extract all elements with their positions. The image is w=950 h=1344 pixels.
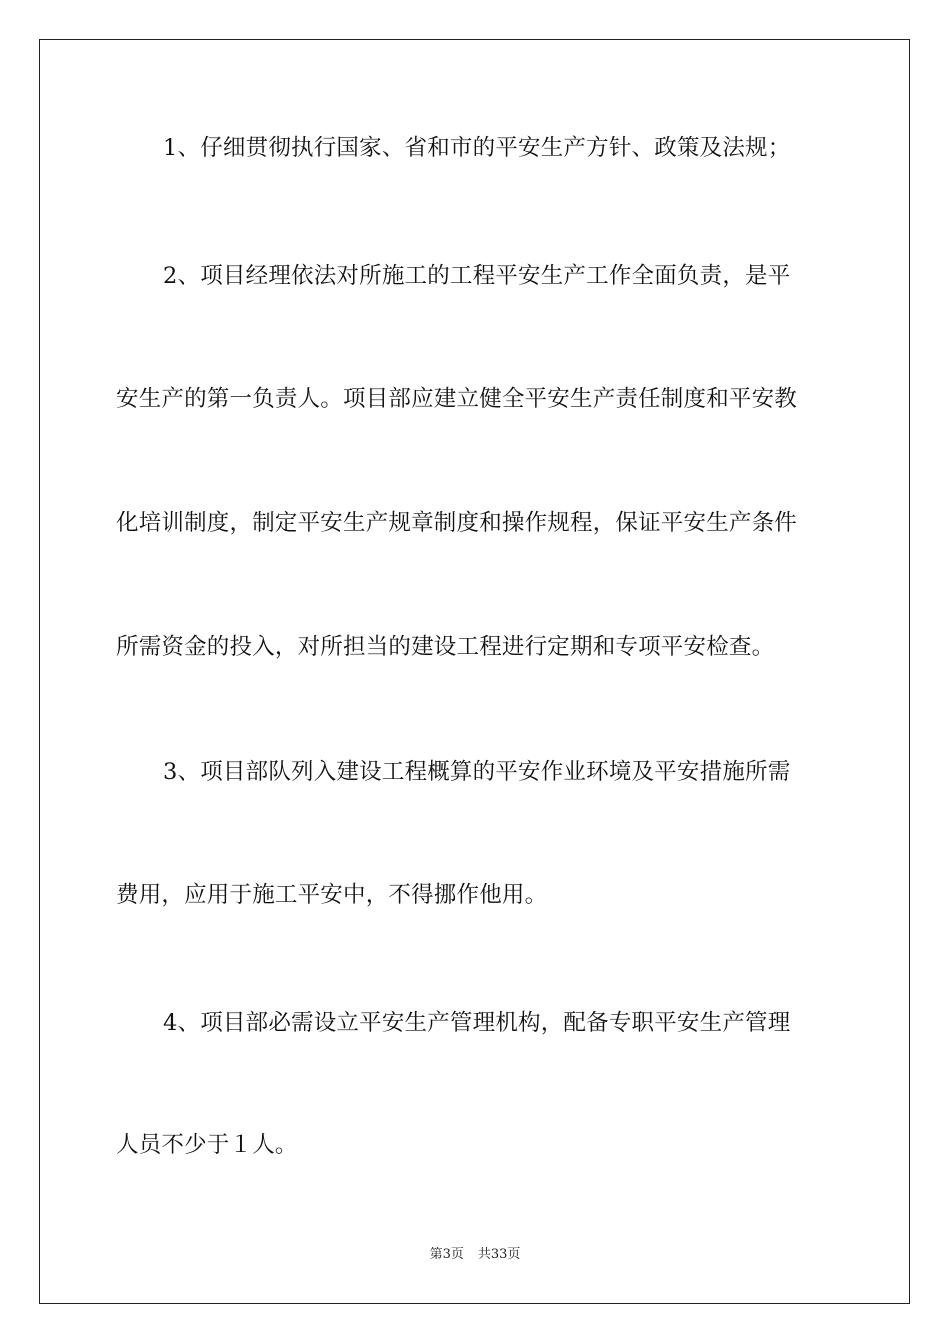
paragraph-2-line-3: 化培训制度，制定平安生产规章制度和操作规程，保证平安生产条件	[116, 510, 798, 536]
paragraph-4-line-1: 4、项目部必需设立平安生产管理机构，配备专职平安生产管理	[163, 1010, 791, 1036]
paragraph-2-line-2: 安生产的第一负责人。项目部应建立健全平安生产责任制度和平安教	[116, 386, 798, 412]
paragraph-3-line-1: 3、项目部队列入建设工程概算的平安作业环境及平安措施所需	[163, 759, 791, 785]
paragraph-3-line-2: 费用，应用于施工平安中，不得挪作他用。	[116, 882, 548, 908]
paragraph-4-line-2: 人员不少于１人。	[116, 1132, 298, 1158]
paragraph-1-line-1: 1、仔细贯彻执行国家、省和市的平安生产方针、政策及法规；	[163, 135, 791, 161]
paragraph-2-line-1: 2、项目经理依法对所施工的工程平安生产工作全面负责，是平	[163, 263, 791, 289]
page-number: 第3页	[429, 1247, 464, 1262]
paragraph-2-line-4: 所需资金的投入，对所担当的建设工程进行定期和专项平安检查。	[116, 634, 775, 660]
page-total: 共33页	[477, 1247, 521, 1262]
page-footer	[0, 1246, 950, 1264]
page-border	[39, 39, 910, 1304]
